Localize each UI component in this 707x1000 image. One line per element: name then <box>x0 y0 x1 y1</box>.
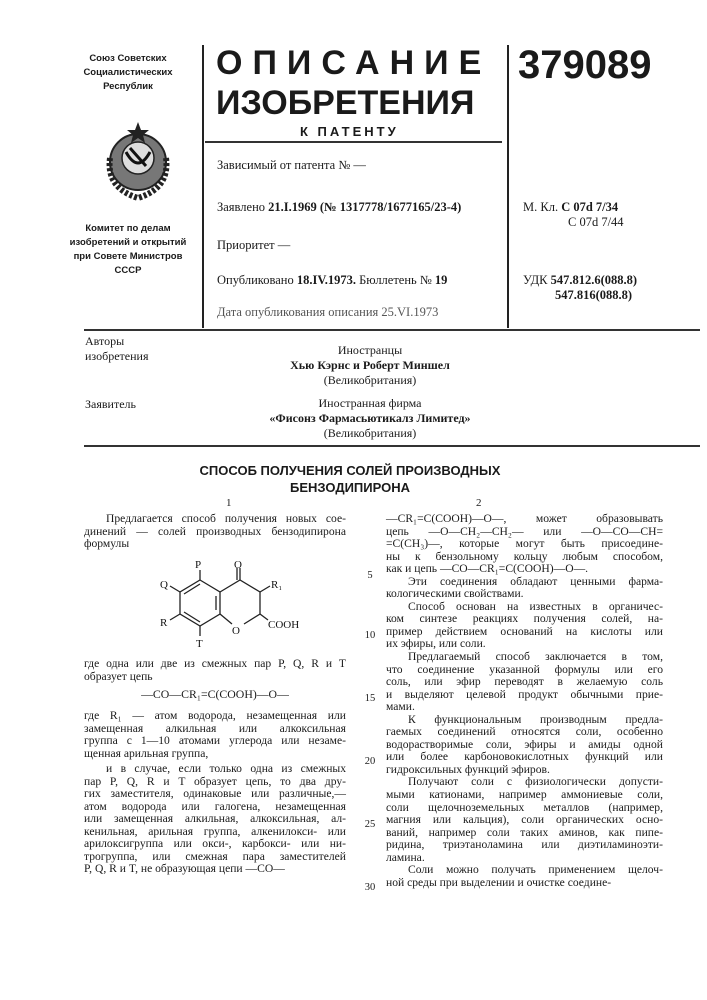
text-line: Способ основан на известных в органичес- <box>386 601 663 614</box>
text-line: или более карбоновокислотных функций или <box>386 751 663 764</box>
text-line: и выделяют целевой продукт обычными прие- <box>386 689 663 702</box>
udk-value: 547.812.6(088.8) <box>551 273 637 287</box>
paragraph <box>386 601 663 651</box>
text-line: водорастворимые соли, эфиры и амиды одной <box>386 739 663 752</box>
label-o-keto: O <box>234 559 242 571</box>
text-line: мами. <box>386 701 663 714</box>
authors-label-2: изобретения <box>85 349 148 364</box>
description-date: Дата опубликования описания 25.VI.1973 <box>217 305 438 319</box>
mkl-label: М. Кл. <box>523 200 558 214</box>
section-rule <box>84 329 700 331</box>
text-line: ной среды при выделении и очистке соедине- <box>386 877 663 890</box>
line-number: 15 <box>360 693 380 704</box>
mkl-value: С 07d 7/34 <box>561 200 618 214</box>
text-line: —CR₁=C(COOH)—O—, может образовывать <box>386 513 663 526</box>
text-line: P, Q, R и T, не образующая цепи —CO— <box>84 863 346 876</box>
priority: Приоритет — <box>217 238 290 252</box>
line-number: 5 <box>360 570 380 581</box>
applicant-label: Заявитель <box>85 397 136 412</box>
text-line: ридина, триэтаноламина или диэтиламиноэти- <box>386 839 663 852</box>
patent-number: 379089 <box>518 42 651 88</box>
applicant-name: «Фисонз Фармасьютикалз Лимитед» <box>220 411 520 426</box>
text-line: ком синтезе реакциях получения солей, на- <box>386 613 663 626</box>
text-line: группа с 1—10 атомами углерода или незаме- <box>84 735 346 748</box>
issuing-state <box>68 52 188 94</box>
text-line: как и цепь —CO—CR₁=C(COOH)—O—. <box>386 563 663 576</box>
text-line: замещенная алкильная или алкоксильная <box>84 723 346 736</box>
label-r1: R₁ <box>271 579 282 591</box>
section-rule <box>84 445 700 447</box>
text-line: мыми катионами, например аммониевые соли, <box>386 789 663 802</box>
text-line: или замещенная алкильная, алкоксильная, ал- <box>84 813 346 826</box>
text-line: атом водорода или галогена, незамещенная <box>84 801 346 814</box>
text-line: пример действием оснований на кислоты или <box>386 626 663 639</box>
issuing-committee <box>68 222 188 278</box>
published <box>217 273 447 287</box>
divider <box>202 45 204 328</box>
paragraph <box>84 658 346 683</box>
text-line: арилоксигруппа или окси-, карбокси- или ни- <box>84 838 346 851</box>
authors-block <box>220 343 520 388</box>
udk-class <box>523 273 637 287</box>
label-cooh: COOH <box>268 619 299 631</box>
text-line: Предлагаемый способ заключается в том, <box>386 651 663 664</box>
text-line: Получают соли с физиологически допусти- <box>386 776 663 789</box>
udk-label: УДК <box>523 273 547 287</box>
title-rule <box>205 141 502 143</box>
divider <box>507 45 509 328</box>
text-line: Предлагается способ получения новых сое- <box>84 513 346 526</box>
state-line: Социалистических <box>68 66 188 80</box>
text-line: щенная арильная группа, <box>84 748 346 761</box>
published-value: 18.IV.1973. <box>297 273 356 287</box>
chain-formula: —CO—CR₁=C(COOH)—O— <box>84 687 346 701</box>
text-line: =C(CH₃)—, которые могут быть присоедине- <box>386 538 663 551</box>
applicant-note: Иностранная фирма <box>220 396 520 411</box>
mkl-class <box>523 200 618 214</box>
mkl-value-2: С 07d 7/44 <box>568 215 624 229</box>
filed-value: 21.I.1969 (№ 1317778/1677165/23-4) <box>268 200 461 214</box>
text-line: гидроксильных функций эфиров. <box>386 764 663 777</box>
text-line: магния или кальция), соли органических осно- <box>386 814 663 827</box>
authors-note: Иностранцы <box>220 343 520 358</box>
filed-date <box>217 200 461 214</box>
applicant-block <box>220 396 520 441</box>
text-line: Эти соединения обладают ценными фарма- <box>386 576 663 589</box>
text-line: Соли можно получать применением щелоч- <box>386 864 663 877</box>
paragraph <box>84 513 346 551</box>
line-number: 25 <box>360 819 380 830</box>
label-t: T <box>196 638 203 650</box>
text-line: кенильная, арильная группа, алкенилокси- или <box>84 826 346 839</box>
document-title-line: БЕНЗОДИПИРОНА <box>150 479 550 496</box>
label-p: P <box>195 559 201 571</box>
text-line: их эфиры, или соли. <box>386 638 663 651</box>
paragraph <box>84 710 346 760</box>
text-line: гих заместителя, одинаковые или различные,— <box>84 788 346 801</box>
right-column <box>386 513 663 889</box>
committee-line: при Совете Министров <box>68 250 188 264</box>
label-o-ring: O <box>232 625 240 637</box>
authors-country: (Великобритания) <box>220 373 520 388</box>
paragraph <box>84 763 346 876</box>
paragraph <box>386 864 663 889</box>
line-number: 20 <box>360 756 380 767</box>
text-line: пар P, Q, R и T образует цепь, то два дру- <box>84 776 346 789</box>
paragraph <box>386 513 663 576</box>
text-line: образует цепь <box>84 671 346 684</box>
label-q: Q <box>160 579 168 591</box>
text-line: динений — солей производных бензодипирона <box>84 526 346 539</box>
authors-label <box>85 334 148 364</box>
text-line: гаемых соединений относятся соли, особенно <box>386 726 663 739</box>
text-line: соль, или эфир переводят в желаемую соль <box>386 676 663 689</box>
ussr-emblem-icon <box>96 118 180 204</box>
text-line: ламина. <box>386 852 663 865</box>
dependent-patent: Зависимый от патента № — <box>217 158 366 172</box>
text-line: формулы <box>84 538 346 551</box>
authors-names: Хью Кэрнс и Роберт Миншел <box>220 358 520 373</box>
text-line: кологическими свойствами. <box>386 588 663 601</box>
filed-label: Заявлено <box>217 200 265 214</box>
paragraph <box>386 651 663 714</box>
chemical-structure <box>160 558 310 654</box>
published-label: Опубликовано <box>217 273 294 287</box>
paragraph <box>386 576 663 601</box>
authors-label-1: Авторы <box>85 334 148 349</box>
label-r: R <box>160 617 168 629</box>
text-line: что соединение указанной формулы или его <box>386 664 663 677</box>
udk-value-2: 547.816(088.8) <box>555 288 632 302</box>
text-line: соли щелочноземельных металлов (например, <box>386 802 663 815</box>
line-number: 10 <box>360 630 380 641</box>
line-number: 30 <box>360 882 380 893</box>
committee-line: Комитет по делам <box>68 222 188 236</box>
state-line: Союз Советских <box>68 52 188 66</box>
text-line: цепь —O—CH₂—CH₂— или —O—CO—CH= <box>386 526 663 539</box>
state-line: Республик <box>68 80 188 94</box>
column-number-2: 2 <box>476 497 482 510</box>
text-line: где R₁ — атом водорода, незамещенная или <box>84 710 346 723</box>
text-line: К функциональным производным предла- <box>386 714 663 727</box>
doc-subtitle: К ПАТЕНТУ <box>300 124 399 139</box>
paragraph <box>386 714 663 777</box>
doc-type-title-2: ИЗОБРЕТЕНИЯ <box>216 84 474 122</box>
text-line: где одна или две из смежных пар P, Q, R и T <box>84 658 346 671</box>
text-line: и в случае, если только одна из смежных <box>84 763 346 776</box>
text-line: ваний, например соли таких аминов, как пипе- <box>386 827 663 840</box>
doc-type-title: ОПИСАНИЕ <box>216 44 491 82</box>
bulletin-value: 19 <box>435 273 448 287</box>
text-line: трогруппа, или смежная пара заместителей <box>84 851 346 864</box>
paragraph <box>386 776 663 864</box>
committee-line: СССР <box>68 264 188 278</box>
column-number-1: 1 <box>226 497 232 510</box>
text-line: ны к бензольному кольцу любым способом, <box>386 551 663 564</box>
committee-line: изобретений и открытий <box>68 236 188 250</box>
bulletin-label: Бюллетень № <box>359 273 432 287</box>
document-title-line: СПОСОБ ПОЛУЧЕНИЯ СОЛЕЙ ПРОИЗВОДНЫХ <box>150 462 550 479</box>
document-title <box>150 462 550 496</box>
applicant-country: (Великобритания) <box>220 426 520 441</box>
